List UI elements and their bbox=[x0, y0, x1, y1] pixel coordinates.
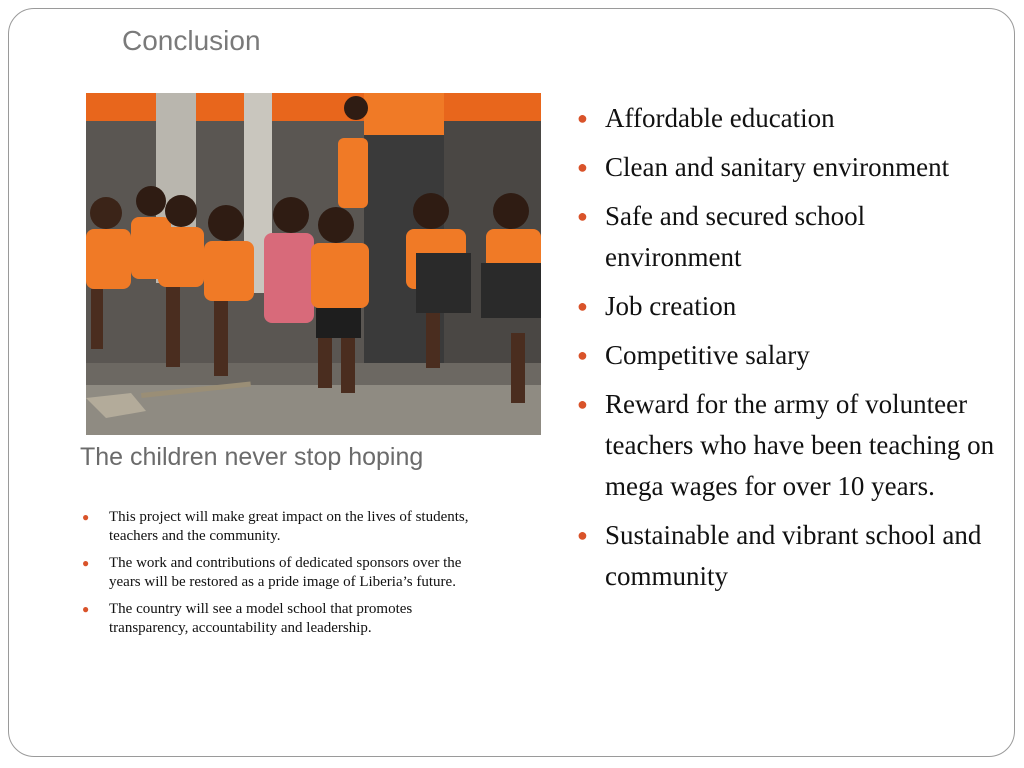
bullet-icon: ● bbox=[577, 296, 588, 316]
impact-list-item bbox=[80, 600, 485, 638]
conclusion-list bbox=[575, 98, 995, 605]
impact-list-item bbox=[80, 554, 485, 592]
conclusion-list-text: Affordable education bbox=[605, 103, 835, 133]
photo-caption: The children never stop hoping bbox=[80, 443, 424, 471]
impact-list-text: The work and contributions of dedicated sponsors over the years will be restored as a pride image of Liberia’s future. bbox=[109, 555, 462, 590]
impact-list-text: This project will make great impact on the lives of students, teachers and the community. bbox=[109, 509, 469, 544]
conclusion-list-text: Reward for the army of volunteer teachers who have been teaching on mega wages for over 10 years. bbox=[605, 389, 995, 501]
conclusion-list-item bbox=[575, 384, 995, 507]
conclusion-list-text: Clean and sanitary environment bbox=[605, 152, 950, 182]
bullet-icon: ● bbox=[82, 510, 90, 524]
bullet-icon: ● bbox=[82, 556, 90, 570]
bullet-icon: ● bbox=[577, 525, 588, 545]
slide-title: Conclusion bbox=[122, 25, 261, 56]
bullet-icon: ● bbox=[577, 108, 588, 128]
conclusion-list-text: Competitive salary bbox=[605, 340, 810, 370]
bullet-icon: ● bbox=[577, 206, 588, 226]
conclusion-list-text: Job creation bbox=[605, 291, 737, 321]
conclusion-list-item bbox=[575, 286, 995, 327]
conclusion-list-item bbox=[575, 98, 995, 139]
bullet-icon: ● bbox=[577, 394, 588, 414]
children-photo bbox=[86, 93, 541, 435]
impact-list bbox=[80, 508, 485, 646]
bullet-icon: ● bbox=[577, 157, 588, 177]
conclusion-list-item bbox=[575, 196, 995, 278]
conclusion-list-text: Sustainable and vibrant school and community bbox=[605, 520, 982, 591]
conclusion-list-item bbox=[575, 515, 995, 597]
bullet-icon: ● bbox=[82, 602, 90, 616]
impact-list-text: The country will see a model school that promotes transparency, accountability and leadership. bbox=[109, 601, 413, 636]
conclusion-list-text: Safe and secured school environment bbox=[605, 201, 866, 272]
conclusion-list-item bbox=[575, 335, 995, 376]
impact-list-item bbox=[80, 508, 485, 546]
conclusion-list-item bbox=[575, 147, 995, 188]
bullet-icon: ● bbox=[577, 345, 588, 365]
